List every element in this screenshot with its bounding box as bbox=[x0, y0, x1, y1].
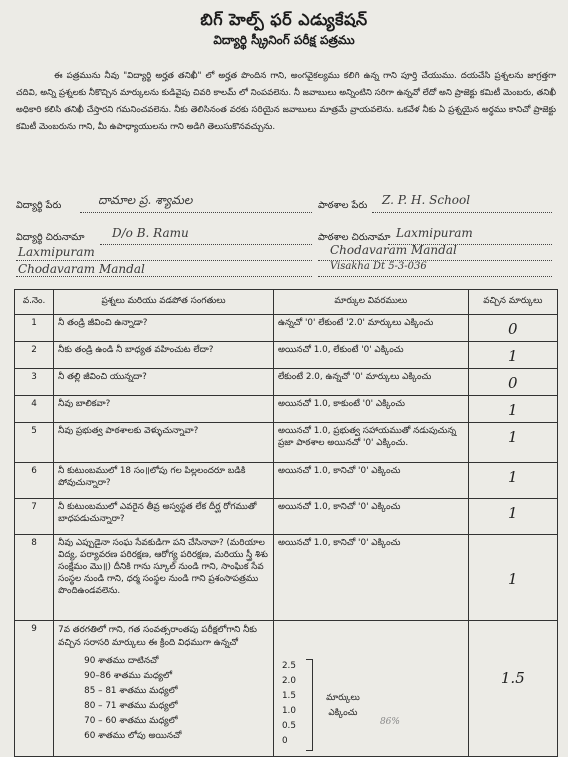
points-item: 1.5 bbox=[281, 691, 296, 701]
table-row bbox=[15, 463, 558, 499]
row-number: 9 bbox=[15, 621, 54, 757]
row-score: 1 bbox=[508, 569, 518, 588]
screening-table bbox=[14, 289, 558, 757]
row-question: నీ తండ్రి జీవించి ఉన్నాడా? bbox=[54, 315, 274, 342]
row-marks-rule: అయినచో 1.0, కానిచో '0' ఎక్కించు bbox=[273, 535, 468, 621]
form-subtitle: విద్యార్థి స్క్రీనింగ్ పరీక్ష పత్రము bbox=[213, 33, 355, 47]
student-address-label: విద్యార్థి చిరునామా bbox=[16, 232, 85, 243]
row-question bbox=[54, 621, 274, 757]
school-address-value-3[interactable]: Visakha Dt 5-3-036 bbox=[330, 261, 427, 272]
row-score: 1 bbox=[508, 428, 518, 446]
range-item: 85 – 81 శాతము మధ్యలో bbox=[84, 686, 178, 696]
row-score: 0 bbox=[508, 374, 518, 392]
margin-note: 86% bbox=[379, 717, 400, 727]
student-address-value-1[interactable]: D/o B. Ramu bbox=[112, 226, 189, 240]
table-row bbox=[15, 396, 558, 423]
table-row-average-marks bbox=[15, 621, 558, 757]
table-header-row bbox=[15, 290, 558, 315]
table-row bbox=[15, 342, 558, 369]
school-address-value-1[interactable]: Laxmipuram bbox=[396, 226, 473, 240]
row-score-cell[interactable] bbox=[468, 342, 557, 369]
row-number: 1 bbox=[15, 315, 54, 342]
row-score: 1 bbox=[508, 468, 518, 486]
points-item: 0 bbox=[281, 736, 288, 746]
row-question: నీవు ఎప్పుడైనా సంఘ సేవకుడిగా పని చేసినావా? (మరియాల విద్య, పర్యావరణ పరిరక్షణ, ఆరోగ్య పరిరక్షణ, మరియు స్త్రీ శిశు సంక్షేమం మొ॥) దీనికి గాను స్కూల్ నుండి గాని, సాంఘిక సేవ సంస్థల నుండి గాని, ధర్మ సంస్థల నుండి గాని ప్రశంసాపత్రము పొందిఉండవలెను. bbox=[54, 535, 274, 621]
row-score-cell[interactable] bbox=[468, 499, 557, 535]
col-header-question: ప్రశ్నలు మరియు వడపోత సంగతులు bbox=[54, 290, 274, 315]
row-score-cell[interactable] bbox=[468, 535, 557, 621]
row-marks-rule: అయినచో 1.0, లేకుంటే '0' ఎక్కించు bbox=[273, 342, 468, 369]
row-score-cell[interactable] bbox=[468, 315, 557, 342]
points-item: 2.5 bbox=[281, 661, 296, 671]
row-question: నీ తల్లి జీవించి యున్నదా? bbox=[54, 369, 274, 396]
student-name-value[interactable]: దామాల ప్ర. శ్యామల bbox=[98, 193, 193, 207]
row-score: 1 bbox=[508, 347, 518, 365]
form-title: బిగ్ హెల్ప్ ఫర్ ఎడ్యుకేషన్ bbox=[200, 10, 368, 29]
row-question: నీ కుటుంబములో ఎవరైన తీవ్ర అస్వస్థత లేక దీర్ఘ రోగముతో బాధపడుచున్నారా? bbox=[54, 499, 274, 535]
school-address-line-3 bbox=[318, 275, 552, 277]
row-score: 0 bbox=[508, 320, 518, 338]
range-item: 70 – 60 శాతము మధ్యలో bbox=[84, 716, 178, 726]
row-number: 5 bbox=[15, 423, 54, 463]
student-name-line bbox=[80, 211, 312, 213]
student-name-label: విద్యార్థి పేరు bbox=[16, 200, 62, 211]
student-address-value-2[interactable]: Laxmipuram bbox=[18, 245, 95, 259]
row-number: 2 bbox=[15, 342, 54, 369]
student-address-line-1 bbox=[100, 243, 312, 245]
points-item: 2.0 bbox=[281, 676, 296, 686]
row-score-cell[interactable] bbox=[468, 621, 557, 757]
range-item: 60 శాతము లోపు అయినచో bbox=[84, 731, 182, 741]
row-score: 1 bbox=[508, 401, 518, 419]
col-header-marks-detail: మార్కుల వివరములు bbox=[273, 290, 468, 315]
row-question: నీ కుటుంబములో 18 సం॥లోపు గల పిల్లలందరూ బడికి పోవుచున్నారా? bbox=[54, 463, 274, 499]
student-address-value-3[interactable]: Chodavaram Mandal bbox=[18, 262, 145, 276]
row-number: 7 bbox=[15, 499, 54, 535]
school-name-value[interactable]: Z. P. H. School bbox=[382, 193, 471, 207]
school-name-line bbox=[372, 211, 552, 213]
points-list bbox=[282, 659, 296, 749]
table-row bbox=[15, 535, 558, 621]
row-marks-rule: అయినచో 1.0, కానిచో '0' ఎక్కించు bbox=[273, 499, 468, 535]
row-marks-rule: అయినచో 1.0, కానిచో '0' ఎక్కించు bbox=[273, 463, 468, 499]
row-score-cell[interactable] bbox=[468, 396, 557, 423]
table-row bbox=[15, 315, 558, 342]
row-marks-rule: లేకుంటే 2.0, ఉన్నచో '0' మార్కులు ఎక్కించు bbox=[273, 369, 468, 396]
marks-note: మార్కులు ఎక్కించు bbox=[326, 693, 360, 718]
row-marks-rule: అయినచో 1.0, ప్రభుత్వ సహాయముతో నడుపుచున్న ప్రజా పాఠశాల అయినచో '0' ఎక్కించు. bbox=[273, 423, 468, 463]
row-score-cell[interactable] bbox=[468, 423, 557, 463]
row-score: 1 bbox=[508, 504, 518, 522]
range-item: 90 శాతము దాటినచో bbox=[84, 656, 159, 666]
range-item: 90–86 శాతము మధ్యలో bbox=[84, 671, 173, 681]
points-item: 0.5 bbox=[281, 721, 296, 731]
row-number: 8 bbox=[15, 535, 54, 621]
table-row bbox=[15, 423, 558, 463]
row-question: నీకు తండ్రి ఉండి నీ బాధ్యత వహించుట లేదా? bbox=[54, 342, 274, 369]
points-scale bbox=[274, 621, 468, 756]
row-number: 6 bbox=[15, 463, 54, 499]
school-name-label: పాఠశాల పేరు bbox=[318, 200, 368, 211]
school-address-label: పాఠశాల చిరునామా bbox=[318, 232, 391, 243]
points-item: 1.0 bbox=[281, 706, 296, 716]
scale-bracket bbox=[306, 659, 313, 751]
row-score-cell[interactable] bbox=[468, 463, 557, 499]
col-header-number: వ.నెం. bbox=[15, 290, 54, 315]
row-score-cell[interactable] bbox=[468, 369, 557, 396]
table-row bbox=[15, 499, 558, 535]
row-score: 1.5 bbox=[500, 669, 525, 687]
row-question: నీవు ప్రభుత్వ పాఠశాలకు వెళ్ళుచున్నావా? bbox=[54, 423, 274, 463]
row-question: నీవు బాలికవా? bbox=[54, 396, 274, 423]
row-marks-rule: అయినచో 1.0, కాకుంటే '0' ఎక్కించు bbox=[273, 396, 468, 423]
student-address-line-2 bbox=[16, 259, 312, 261]
row-number: 3 bbox=[15, 369, 54, 396]
col-header-obtained-marks: వచ్చిన మార్కులు bbox=[468, 290, 557, 315]
row-marks-rule: ఉన్నచో '0' లేకుంటే '2.0' మార్కులు ఎక్కించు bbox=[273, 315, 468, 342]
range-item: 80 – 71 శాతము మధ్యలో bbox=[84, 701, 178, 711]
row-marks-rule bbox=[273, 621, 468, 757]
school-address-value-2[interactable]: Chodavaram Mandal bbox=[330, 243, 457, 257]
table-row bbox=[15, 369, 558, 396]
instructions-paragraph: ఈ పత్రమును నీవు "విద్యార్థి అర్హత తనిఖీ" లో అర్హత పొందిన గాని, అంగవైకల్యము కలిగి ఉన్న గాని పూర్తి చేయుము. దయచేసి ప్రశ్నలను జాగ్రత్తగా చదివి, అన్ని ప్రశ్నలకు నీకొచ్చిన మార్కులను కుడివైపు చివరి కాలమ్ లో నింపవలెను. నీ జవాబులు అన్నింటిని సరిగా ఉన్నవో లేదో అని ప్రాజెక్టు కమిటీ మెంబరు, తనిఖీ అధికారి కలిసి తనిఖీ చేస్తారని గమనించవలెను. నీకు తెలిసినంత వరకు సరియైన జవాబులు మాత్రమే వ్రాయవలెను. ఒకవేళ నీకు ఏ ప్రశ్నయైన అర్ధము కానిచో ప్రాజెక్టు కమిటీ మెంబరును గాని, మీ ఉపాధ్యాయులను గాని అడిగి తెలుసుకొనవచ్చును. bbox=[16, 71, 556, 132]
row9-question-text: 7వ తరగతిలో గాని, గత సంవత్సరాంతపు పరీక్షలోగాని నీకు వచ్చిన సరాసరి మార్కులు ఈ క్రింది విధముగా ఉన్నచో bbox=[58, 625, 257, 648]
row-number: 4 bbox=[15, 396, 54, 423]
